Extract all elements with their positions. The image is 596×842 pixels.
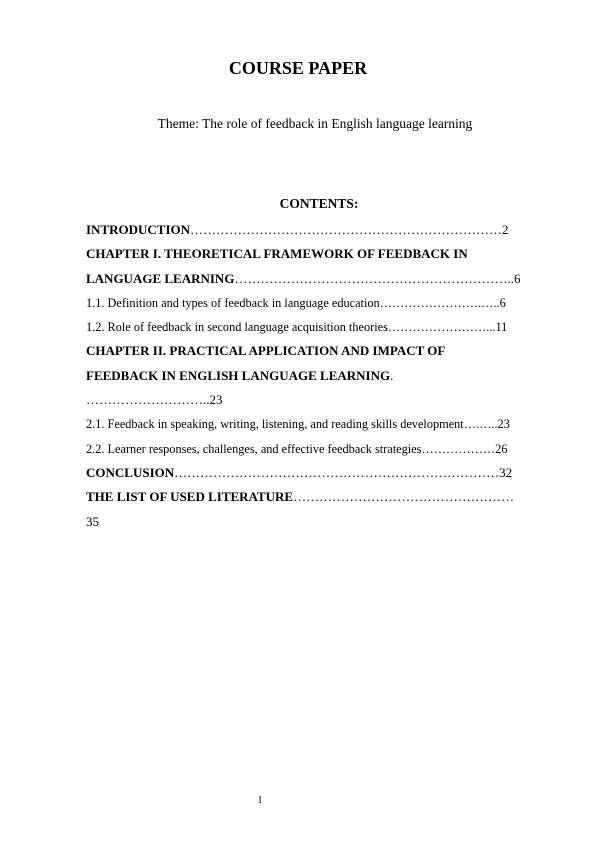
toc-entry-page: 6 bbox=[513, 270, 521, 286]
toc-entry-text: 2.1. Feedback in speaking, writing, listening, and reading skills development bbox=[86, 417, 464, 432]
toc-entry-page: 23 bbox=[497, 417, 510, 432]
toc-entry-text: CONCLUSION bbox=[86, 464, 175, 480]
toc-entry bbox=[86, 388, 556, 412]
toc-entry bbox=[86, 412, 556, 436]
toc-entry-text: 1.2. Role of feedback in second language acquisition theories bbox=[86, 320, 388, 335]
toc-entry-leader: ……………………………………………………….. bbox=[234, 270, 514, 286]
toc-entry-leader: ……………………….. bbox=[86, 392, 210, 408]
toc-entry bbox=[86, 315, 556, 339]
toc-entry bbox=[86, 242, 556, 266]
toc-entry bbox=[86, 437, 556, 461]
table-of-contents bbox=[86, 218, 556, 534]
toc-entry-page: 2 bbox=[502, 222, 509, 237]
toc-entry-leader: …………………….….. bbox=[379, 295, 500, 310]
toc-entry-page: 26 bbox=[495, 441, 508, 456]
toc-entry-text: 1.1. Definition and types of feedback in language education bbox=[86, 295, 380, 310]
page-title: COURSE PAPER bbox=[228, 58, 368, 78]
toc-entry-text: FEEDBACK IN ENGLISH LANGUAGE LEARNING bbox=[86, 367, 391, 383]
toc-entry bbox=[86, 364, 556, 388]
toc-entry-leader: ….….. bbox=[463, 417, 498, 432]
toc-entry bbox=[86, 485, 556, 509]
contents-heading: CONTENTS: bbox=[279, 196, 359, 211]
toc-entry bbox=[86, 267, 556, 291]
toc-entry-text: CHAPTER II. PRACTICAL APPLICATION AND IMPACT OF bbox=[86, 343, 446, 359]
toc-entry-page: 23 bbox=[209, 392, 223, 408]
toc-entry-page: 6 bbox=[499, 295, 506, 310]
toc-entry-page: 11 bbox=[495, 320, 508, 335]
toc-entry bbox=[86, 218, 556, 242]
toc-entry bbox=[86, 510, 556, 534]
toc-entry-text: CHAPTER I. THEORETICAL FRAMEWORK OF FEEDBACK IN bbox=[86, 246, 468, 262]
toc-entry bbox=[86, 461, 556, 485]
toc-entry-text: LANGUAGE LEARNING bbox=[86, 270, 235, 286]
toc-entry-leader: …………………………………………… bbox=[293, 489, 515, 505]
toc-entry bbox=[86, 339, 556, 363]
toc-entry-leader: ……………… bbox=[421, 441, 496, 456]
toc-entry-page: 35 bbox=[86, 513, 99, 529]
toc-entry-leader: ……………………... bbox=[387, 320, 496, 335]
toc-entry-leader: ………………………………………………………………… bbox=[174, 464, 500, 480]
theme-line: Theme: The role of feedback in English language learning bbox=[157, 116, 473, 131]
toc-entry bbox=[86, 291, 556, 315]
toc-entry-text: 2.2. Learner responses, challenges, and effective feedback strategies bbox=[86, 441, 422, 456]
toc-entry-page: 32 bbox=[499, 464, 513, 480]
page-number: 1 bbox=[257, 795, 263, 806]
toc-entry-leader: ……………………………………………………………… bbox=[190, 222, 503, 237]
toc-entry-text: INTRODUCTION bbox=[86, 222, 191, 237]
toc-entry-text: THE LIST OF USED LITERATURE bbox=[86, 489, 294, 505]
toc-entry-leader: . bbox=[390, 367, 394, 383]
